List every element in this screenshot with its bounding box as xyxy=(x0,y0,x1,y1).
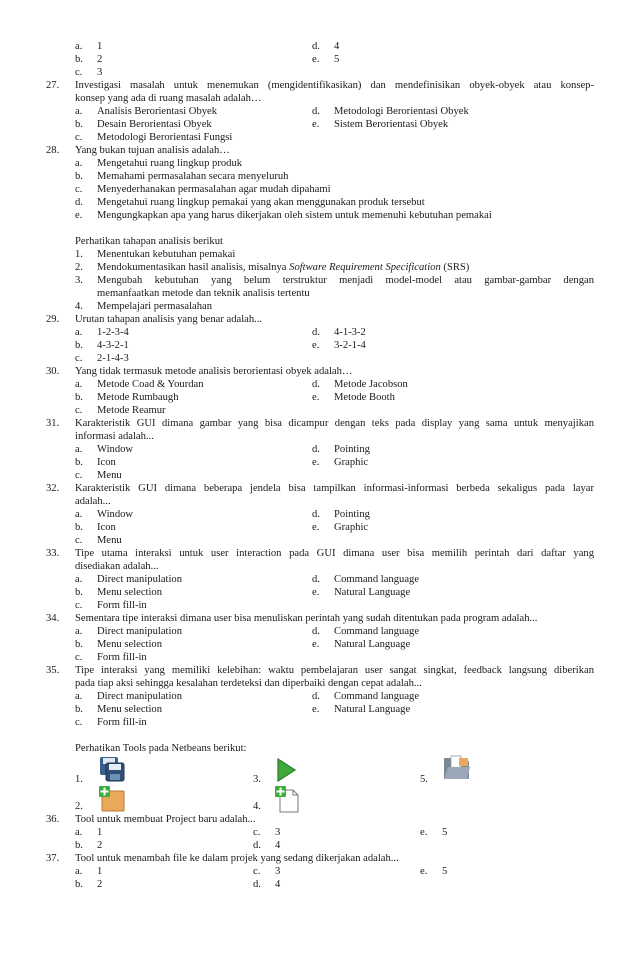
q35-row-be: b. Menu selection e. Natural Language xyxy=(75,704,411,715)
q32-row-ad: a. Window d. Pointing xyxy=(75,509,370,520)
stage-intro-title xyxy=(0,235,638,248)
q31-row-be: b. Icon e. Graphic xyxy=(75,457,369,468)
question-27 xyxy=(0,79,638,92)
q29-row-ad: a. 1-2-3-4 d. 4-1-3-2 xyxy=(75,327,366,338)
question-30 xyxy=(0,365,638,378)
q35-row-c: c. Form fill-in xyxy=(75,717,147,728)
question-number: 34. xyxy=(46,613,60,624)
question-text: Tipe interaksi yang memiliki kelebihan: waktu pembelajaran user sangat singkat, feedback langsung diberikan xyxy=(75,665,594,676)
question-text: Urutan tahapan analisis yang benar adalah... xyxy=(75,314,263,325)
q29-row-be: b. 4-3-2-1 e. 3-2-1-4 xyxy=(75,340,366,351)
option-e: e. Sistem Berorientasi Obyek xyxy=(312,119,449,130)
question-32 xyxy=(0,482,638,495)
question-35 xyxy=(0,664,638,677)
q35-row-ad: a. Direct manipulation d. Command language xyxy=(75,691,420,702)
q28-option-e: e. Mengungkapkan apa yang harus dikerjakan oleh sistem untuk memenuhi kebutuhan pemakai xyxy=(75,210,492,221)
q33-row-ad: a. Direct manipulation d. Command language xyxy=(75,574,420,585)
question-text: Yang tidak termasuk metode analisis berorientasi obyek adalah… xyxy=(75,366,353,377)
q31-row-ad: a. Window d. Pointing xyxy=(75,444,370,455)
tools-intro-text: Perhatikan Tools pada Netbeans berikut: xyxy=(75,743,247,754)
question-number: 37. xyxy=(46,853,60,864)
q30-row-be: b. Metode Rumbaugh e. Metode Booth xyxy=(75,392,395,403)
question-text-cont: informasi adalah... xyxy=(75,431,154,442)
stage-1: 1. Menentukan kebutuhan pemakai xyxy=(75,249,236,260)
tool-label-2: 2. xyxy=(75,801,83,812)
question-number: 28. xyxy=(46,145,60,156)
q30-row-c: c. Metode Reamur xyxy=(75,405,166,416)
q28-option-c: c. Menyederhanakan permasalahan agar mudah dipahami xyxy=(75,184,331,195)
question-text: Tool untuk membuat Project baru adalah... xyxy=(75,814,256,825)
question-34 xyxy=(0,612,638,625)
q37-row-bd: b. 2 d. 4 xyxy=(75,879,281,890)
q30-row-ad: a. Metode Coad & Yourdan d. Metode Jacobson xyxy=(75,379,408,390)
tools-icons-block xyxy=(0,755,638,813)
question-number: 36. xyxy=(46,814,60,825)
stage-4: 4. Mempelajari permasalahan xyxy=(75,301,213,312)
tools-intro-title xyxy=(0,742,638,755)
tool-label-1: 1. xyxy=(75,774,83,785)
run-icon xyxy=(275,757,297,783)
spacer xyxy=(0,729,638,742)
q34-row-c: c. Form fill-in xyxy=(75,652,147,663)
question-28 xyxy=(0,144,638,157)
question-text: Investigasi masalah untuk menemukan (mengidentifikasikan) dan mendefinisikan obyek-obyek atau konsep- xyxy=(75,80,594,91)
question-number: 35. xyxy=(46,665,60,676)
question-text: Tipe utama interaksi untuk user interaction pada GUI dimana user bisa memilih perintah dari daftar yang xyxy=(75,548,594,559)
option-d: d. 4 xyxy=(312,41,340,52)
q36-row-bd: b. 2 d. 4 xyxy=(75,840,281,851)
tool-label-5: 5. xyxy=(420,774,428,785)
stage-3-text: Mengubah kebutuhan yang belum terstruktur menjadi model-model atau gambar-gambar dengan xyxy=(97,275,594,286)
stage-3-cont xyxy=(0,287,638,300)
q33-row-be: b. Menu selection e. Natural Language xyxy=(75,587,411,598)
stage-3-text-cont: memanfaatkan metode dan teknik analisis tertentu xyxy=(97,288,310,299)
question-33-cont xyxy=(0,560,638,573)
new-project-icon xyxy=(98,785,126,813)
question-32-cont xyxy=(0,495,638,508)
question-number: 32. xyxy=(46,483,60,494)
option-b: b. 2 xyxy=(75,54,103,65)
question-text-cont: disediakan adalah... xyxy=(75,561,159,572)
question-33 xyxy=(0,547,638,560)
question-31 xyxy=(0,417,638,430)
stage-intro-text: Perhatikan tahapan analisis berikut xyxy=(75,236,223,247)
tool-label-3: 3. xyxy=(253,774,261,785)
q33-row-c: c. Form fill-in xyxy=(75,600,147,611)
new-file-icon xyxy=(274,785,300,813)
q31-row-c: c. Menu xyxy=(75,470,122,481)
option-b: b. Desain Berorientasi Obyek xyxy=(75,119,212,130)
exam-page xyxy=(0,40,638,891)
question-text-cont: pada tiap aksi sehingga kesalahan terdeteksi dan diperbaiki dengan cepat adalah... xyxy=(75,678,422,689)
question-37 xyxy=(0,852,638,865)
q32-row-c: c. Menu xyxy=(75,535,122,546)
question-text: Karakteristik GUI dimana beberapa jendela bisa tampilkan informasi-informasi berbeda sekaligus pada layar xyxy=(75,483,594,494)
q27-row-c xyxy=(0,131,638,144)
question-number: 27. xyxy=(46,80,60,91)
q32-row-be: b. Icon e. Graphic xyxy=(75,522,369,533)
q36-row-ace: a. 1 c. 3 e. 5 xyxy=(75,827,448,838)
question-29 xyxy=(0,313,638,326)
stage-3: 3. Mengubah kebutuhan yang belum terstruktur menjadi model-model atau gambar-gambar dengan xyxy=(75,275,594,286)
question-number: 30. xyxy=(46,366,60,377)
question-text-cont: adalah... xyxy=(75,496,111,507)
spacer xyxy=(0,222,638,235)
save-all-icon xyxy=(98,755,126,783)
q34-row-ad: a. Direct manipulation d. Command language xyxy=(75,626,420,637)
option-d: d. Metodologi Berorientasi Obyek xyxy=(312,106,469,117)
stage-2: 2. Mendokumentasikan hasil analisis, misalnya Software Requirement Specification (SRS) xyxy=(75,262,470,273)
question-number: 29. xyxy=(46,314,60,325)
question-31-cont xyxy=(0,430,638,443)
option-e: e. 5 xyxy=(312,54,340,65)
q26-row-be xyxy=(0,53,638,66)
question-36 xyxy=(0,813,638,826)
q28-option-b: b. Memahami permasalahan secara menyeluruh xyxy=(75,171,289,182)
q26-row-c xyxy=(0,66,638,79)
question-text-cont: konsep yang ada di ruang masalah adalah… xyxy=(75,93,262,104)
q28-option-a: a. Mengetahui ruang lingkup produk xyxy=(75,158,243,169)
question-text: Tool untuk menambah file ke dalam projek yang sedang dikerjakan adalah... xyxy=(75,853,399,864)
q27-row-be xyxy=(0,118,638,131)
q27-row-ad xyxy=(0,105,638,118)
question-35-cont xyxy=(0,677,638,690)
q28-option-d: d. Mengetahui ruang lingkup pemakai yang akan menggunakan produk tersebut xyxy=(75,197,425,208)
question-text: Karakteristik GUI dimana gambar yang bisa dicampur dengan teks pada display yang sama untuk menyajikan xyxy=(75,418,594,429)
question-number: 31. xyxy=(46,418,60,429)
question-number: 33. xyxy=(46,548,60,559)
q29-row-c: c. 2-1-4-3 xyxy=(75,353,129,364)
question-text: Yang bukan tujuan analisis adalah… xyxy=(75,145,230,156)
q34-row-be: b. Menu selection e. Natural Language xyxy=(75,639,411,650)
option-a: a. Analisis Berorientasi Obyek xyxy=(75,106,218,117)
tool-label-4: 4. xyxy=(253,801,261,812)
question-27-cont xyxy=(0,92,638,105)
question-text: Sementara tipe interaksi dimana user bisa menuliskan perintah yang sudah ditentukan pada program adalah... xyxy=(75,613,538,624)
open-project-icon xyxy=(443,755,471,781)
q37-row-ace: a. 1 c. 3 e. 5 xyxy=(75,866,448,877)
option-c: c. Metodologi Berorientasi Fungsi xyxy=(75,132,233,143)
option-c: c. 3 xyxy=(75,67,103,78)
q26-row-ad xyxy=(0,40,638,53)
option-a: a. 1 xyxy=(75,41,103,52)
